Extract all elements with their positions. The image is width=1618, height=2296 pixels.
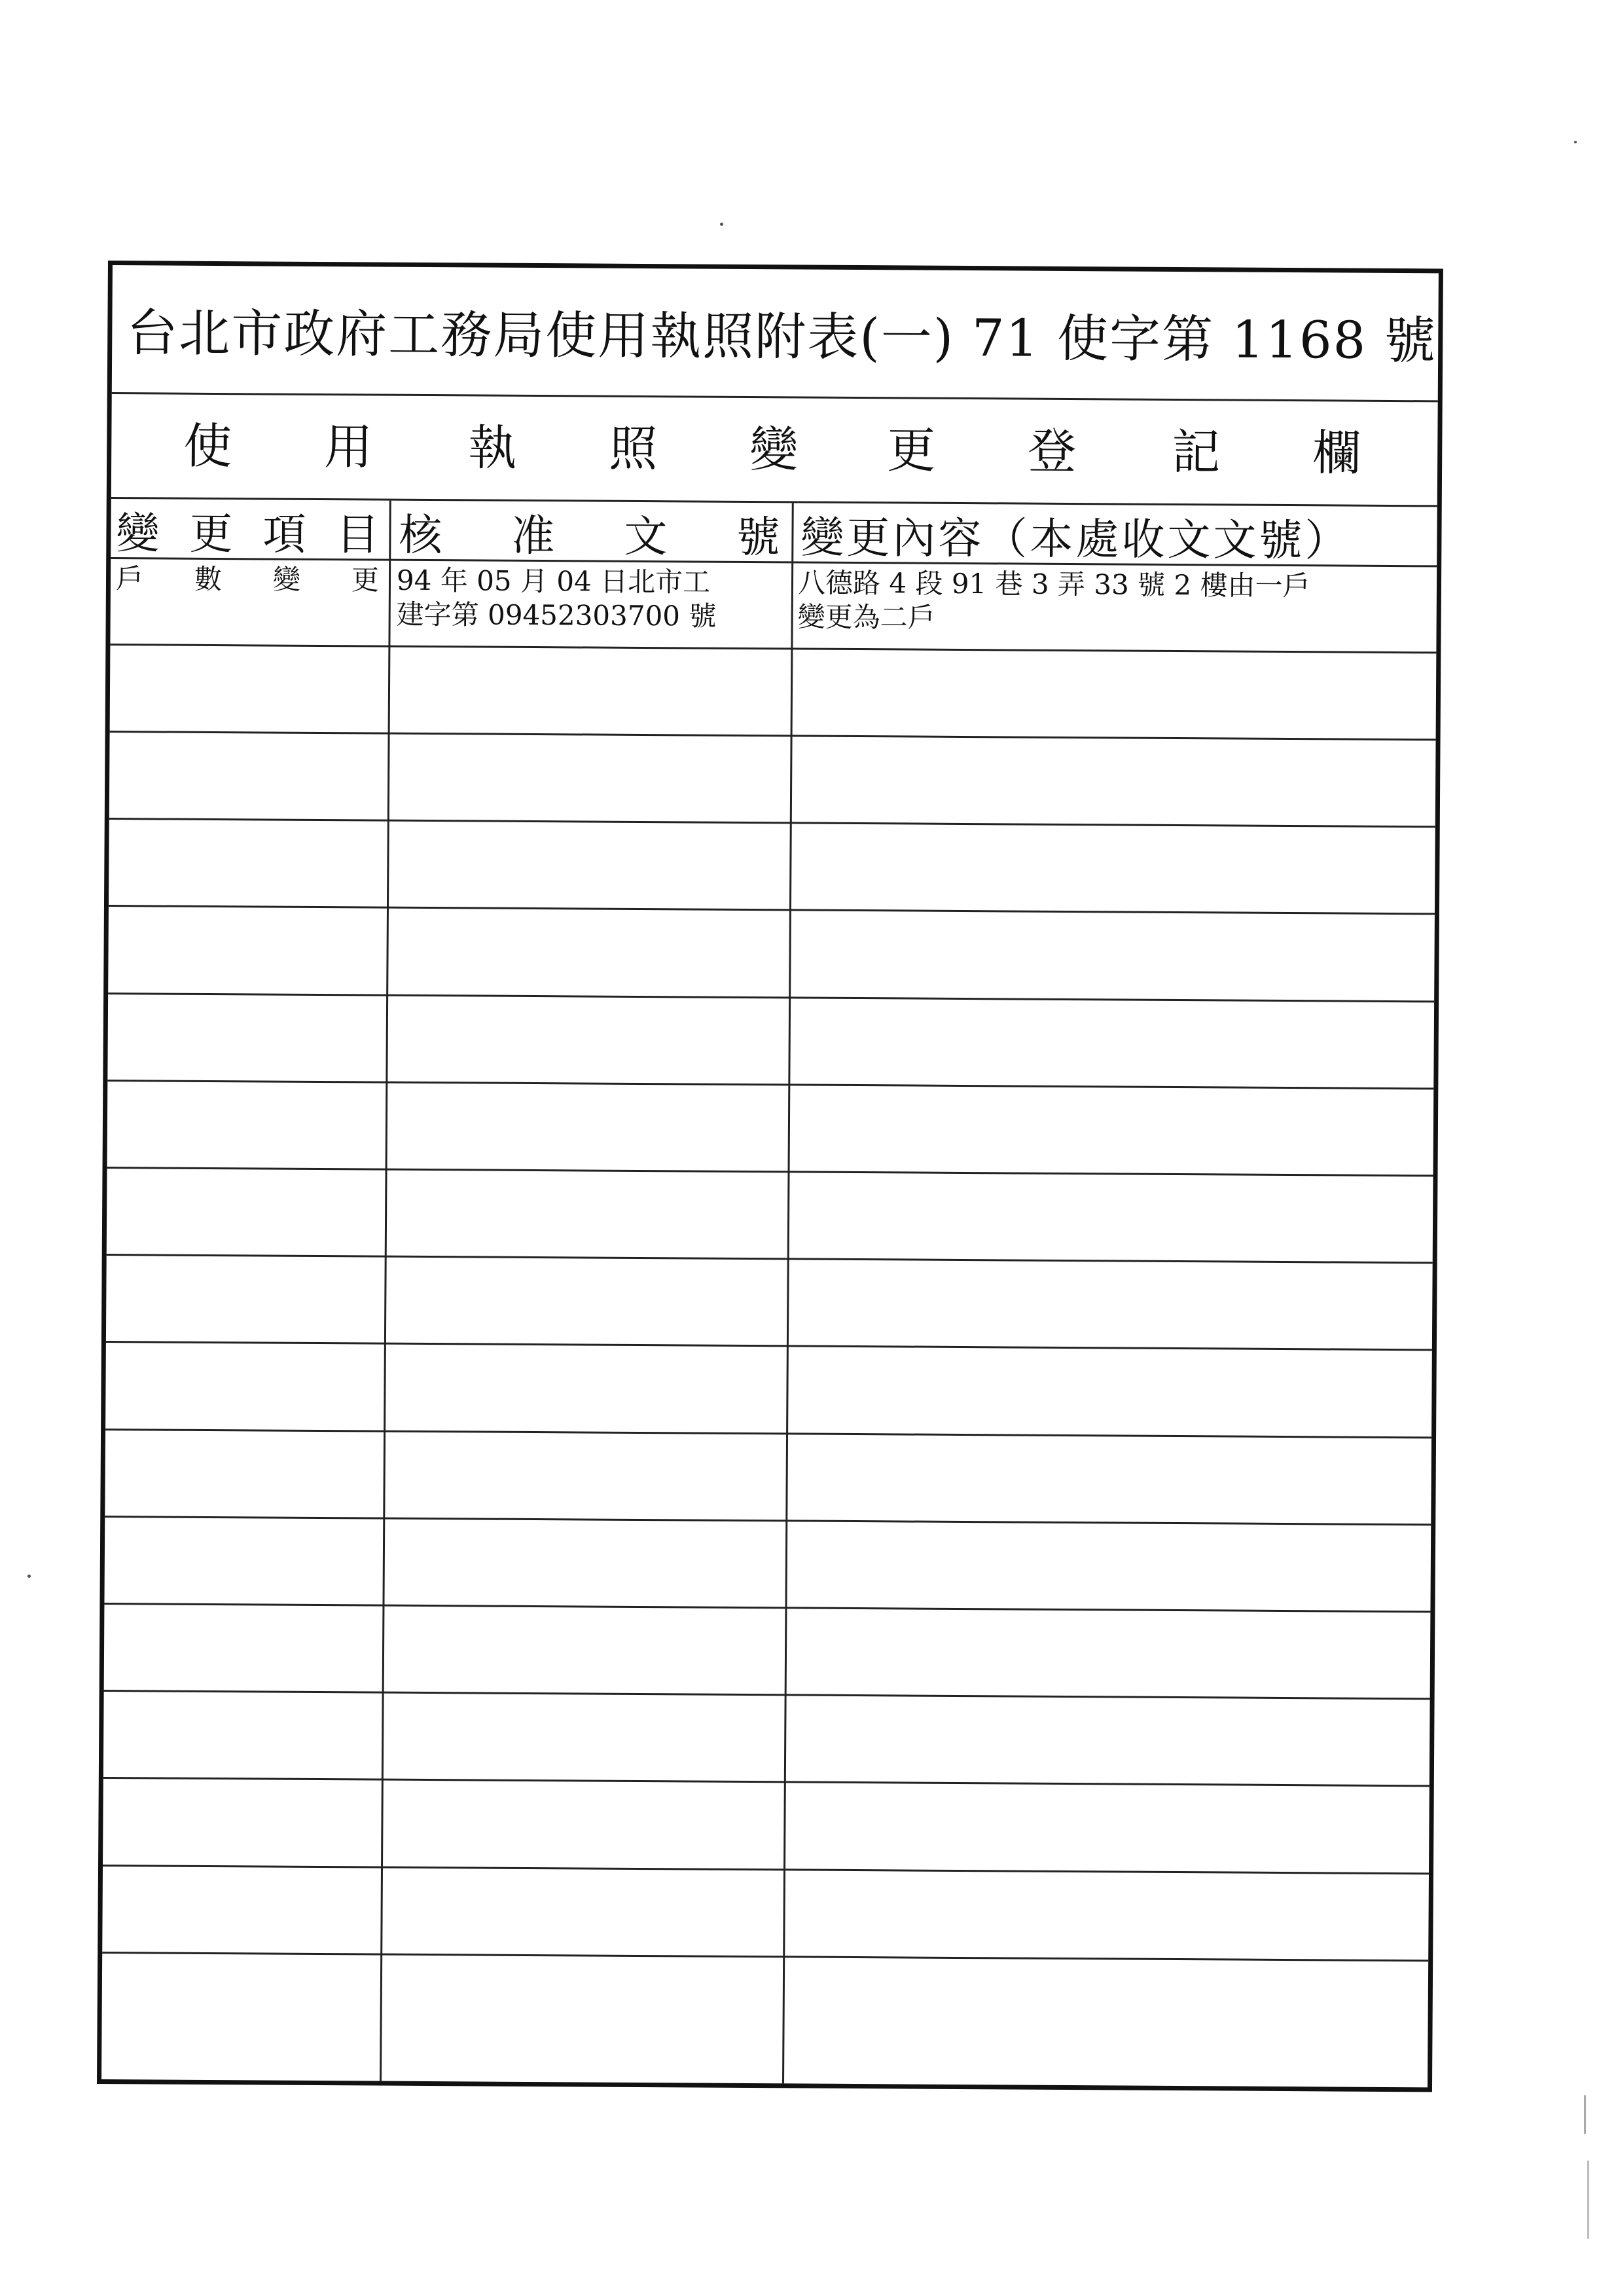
header-char: 目 [336, 509, 380, 560]
header-change-content: 變更內容（本處收文文號） [800, 511, 1351, 566]
header-char: 准 [511, 510, 555, 561]
header-char: 核 [399, 509, 442, 560]
table-row [108, 907, 1435, 1002]
table-row [104, 1605, 1431, 1700]
subtitle-char: 用 [324, 419, 373, 476]
subtitle-char: 使 [183, 418, 232, 475]
form-subtitle [111, 394, 1438, 507]
table-row [103, 1779, 1429, 1874]
cell-char: 戶 [115, 562, 144, 595]
subtitle-char: 更 [886, 422, 936, 479]
table-row [106, 1256, 1433, 1351]
header-char: 更 [189, 508, 233, 559]
form-title: 台北市政府工務局使用執照附表(一) 71 使字第 1168 號 [112, 265, 1439, 402]
cell-approval-doc-no [397, 564, 790, 634]
cell-line: 八德路 4 段 91 巷 3 弄 33 號 2 樓由一戶 [797, 566, 1310, 602]
scan-edge-noise [1587, 2160, 1589, 2239]
table-row [105, 1430, 1431, 1525]
table-row [109, 733, 1436, 828]
cell-line: 建字第 09452303700 號 [396, 598, 717, 632]
subtitle-char: 照 [608, 420, 658, 478]
header-char: 號 [736, 511, 780, 562]
table-row [107, 1169, 1433, 1264]
cell-line: 94 年 05 月 04 日北市工 [396, 564, 711, 598]
scan-edge-noise [1584, 2095, 1586, 2134]
usage-license-change-form [97, 261, 1443, 2092]
cell-char: 數 [194, 562, 223, 596]
table-row [107, 994, 1434, 1089]
header-change-item [116, 499, 385, 561]
scan-speck [720, 223, 723, 226]
table-row [102, 1867, 1429, 1961]
cell-char: 變 [272, 563, 301, 596]
cell-change-content [798, 566, 1440, 638]
table-row [104, 1518, 1431, 1613]
header-char: 項 [262, 508, 306, 560]
cell-line: 變更為二戶 [797, 600, 935, 634]
header-char: 文 [624, 511, 668, 562]
header-char: 變 [116, 507, 160, 558]
table-row [103, 1692, 1430, 1787]
subtitle-char: 執 [467, 420, 517, 477]
subtitle-char: 變 [749, 421, 799, 479]
scan-speck [1574, 141, 1577, 143]
header-approval-doc-no [399, 501, 785, 564]
scan-speck [27, 1575, 31, 1578]
table-header [111, 499, 1437, 567]
subtitle-char: 登 [1027, 423, 1077, 481]
table-row [109, 820, 1435, 915]
table-row [105, 1343, 1432, 1438]
table-row [110, 559, 1437, 653]
subtitle-char: 記 [1171, 424, 1221, 481]
table-row [110, 646, 1437, 740]
cell-change-item [116, 562, 384, 598]
cell-char: 更 [351, 564, 380, 596]
subtitle-char: 欄 [1312, 425, 1361, 482]
table-row [101, 1954, 1428, 2049]
table-row [107, 1082, 1434, 1176]
